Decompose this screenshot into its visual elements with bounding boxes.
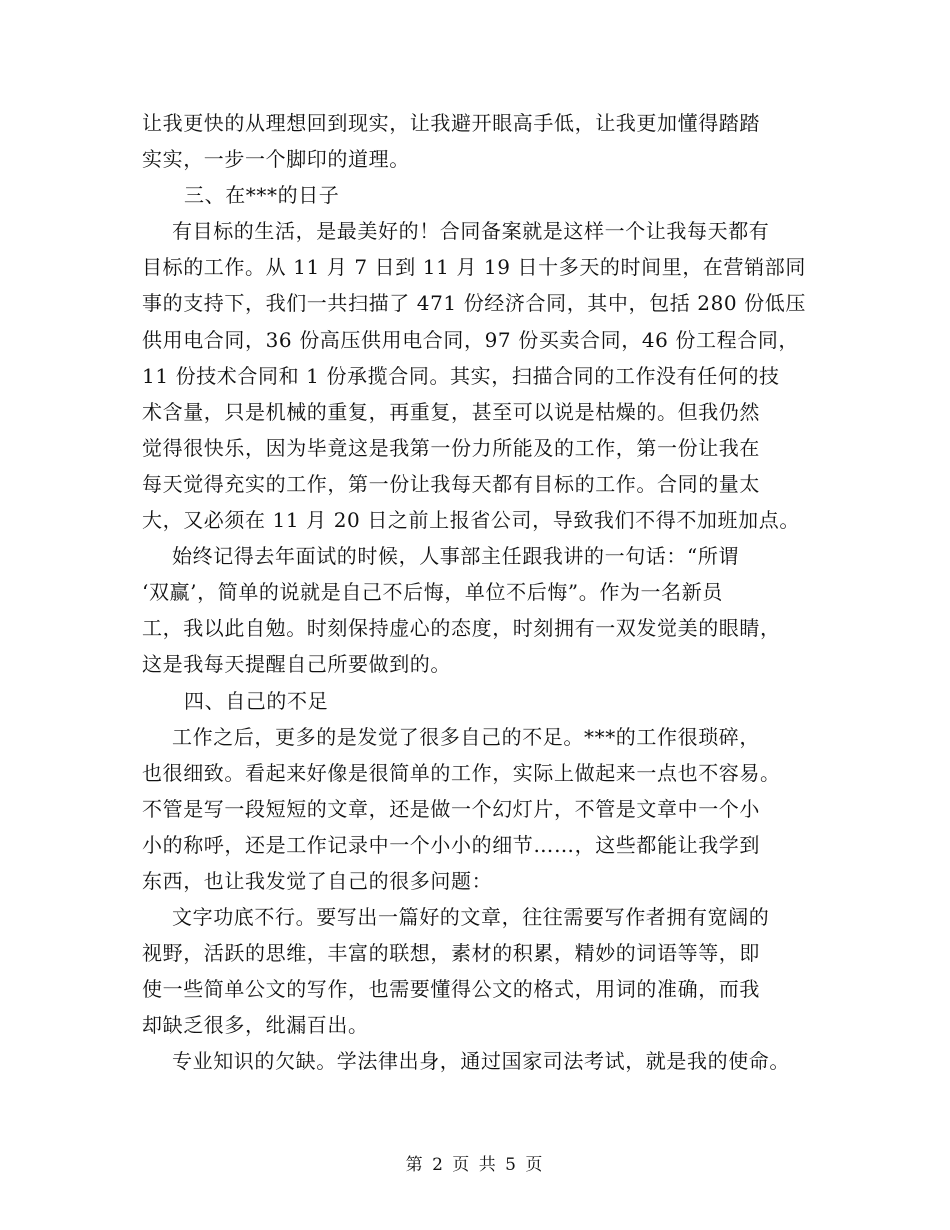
text-line: 文字功底不行。要写出一篇好的文章，往往需要写作者拥有宽阔的 (172, 905, 770, 930)
text-line: 供用电合同，36 份高压供用电合同，97 份买卖合同，46 份工程合同， (142, 327, 800, 352)
text-line: 大，又必须在 11 月 20 日之前上报省公司，导致我们不得不加班加点。 (142, 508, 800, 533)
text-line: 实实，一步一个脚印的道理。 (142, 147, 410, 172)
text-line: ‘双赢’，简单的说就是自己不后悔，单位不后悔”。作为一名新员 (142, 580, 723, 605)
text-line: 11 份技术合同和 1 份承揽合同。其实，扫描合同的工作没有任何的技 (142, 363, 780, 388)
text-line: 有目标的生活，是最美好的！合同备案就是这样一个让我每天都有 (172, 219, 770, 244)
text-line: 不管是写一段短短的文章，还是做一个幻灯片，不管是文章中一个小 (142, 796, 760, 821)
text-line: 目标的工作。从 11 月 7 日到 11 月 19 日十多天的时间里，在营销部同 (142, 255, 806, 280)
text-line: 使一些简单公文的写作，也需要懂得公文的格式，用词的准确，而我 (142, 977, 760, 1002)
text-line: 也很细致。看起来好像是很简单的工作，实际上做起来一点也不容易。 (142, 760, 781, 785)
text-line: 却缺乏很多，纰漏百出。 (142, 1013, 369, 1038)
text-line: 事的支持下，我们一共扫描了 471 份经济合同，其中，包括 280 份低压 (142, 291, 806, 316)
text-line: 每天觉得充实的工作，第一份让我每天都有目标的工作。合同的量太 (142, 471, 760, 496)
text-line: 专业知识的欠缺。学法律出身，通过国家司法考试，就是我的使命。 (172, 1049, 790, 1074)
text-line: 工，我以此自勉。时刻保持虚心的态度，时刻拥有一双发觉美的眼睛， (142, 616, 781, 641)
text-line: 觉得很快乐，因为毕竟这是我第一份力所能及的工作，第一份让我在 (142, 435, 760, 460)
document-body (142, 105, 822, 1080)
text-line: 让我更快的从理想回到现实，让我避开眼高手低，让我更加懂得踏踏 (142, 111, 760, 135)
text-line: 三、在***的日子 (184, 183, 340, 208)
text-line: 这是我每天提醒自己所要做到的。 (142, 652, 451, 677)
text-line: 小的称呼，还是工作记录中一个小小的细节……，这些都能让我学到 (142, 832, 760, 857)
text-line: 始终记得去年面试的时候，人事部主任跟我讲的一句话：“所谓 (172, 544, 740, 569)
text-line: 工作之后，更多的是发觉了很多自己的不足。***的工作很琐碎， (172, 724, 760, 749)
text-line: 视野，活跃的思维，丰富的联想，素材的积累，精妙的词语等等，即 (142, 941, 760, 966)
page-number-footer: 第 2 页 共 5 页 (405, 1155, 545, 1175)
text-line: 东西，也让我发觉了自己的很多问题： (142, 868, 493, 893)
text-line: 术含量，只是机械的重复，再重复，甚至可以说是枯燥的。但我仍然 (142, 399, 760, 424)
text-line: 四、自己的不足 (184, 688, 329, 713)
